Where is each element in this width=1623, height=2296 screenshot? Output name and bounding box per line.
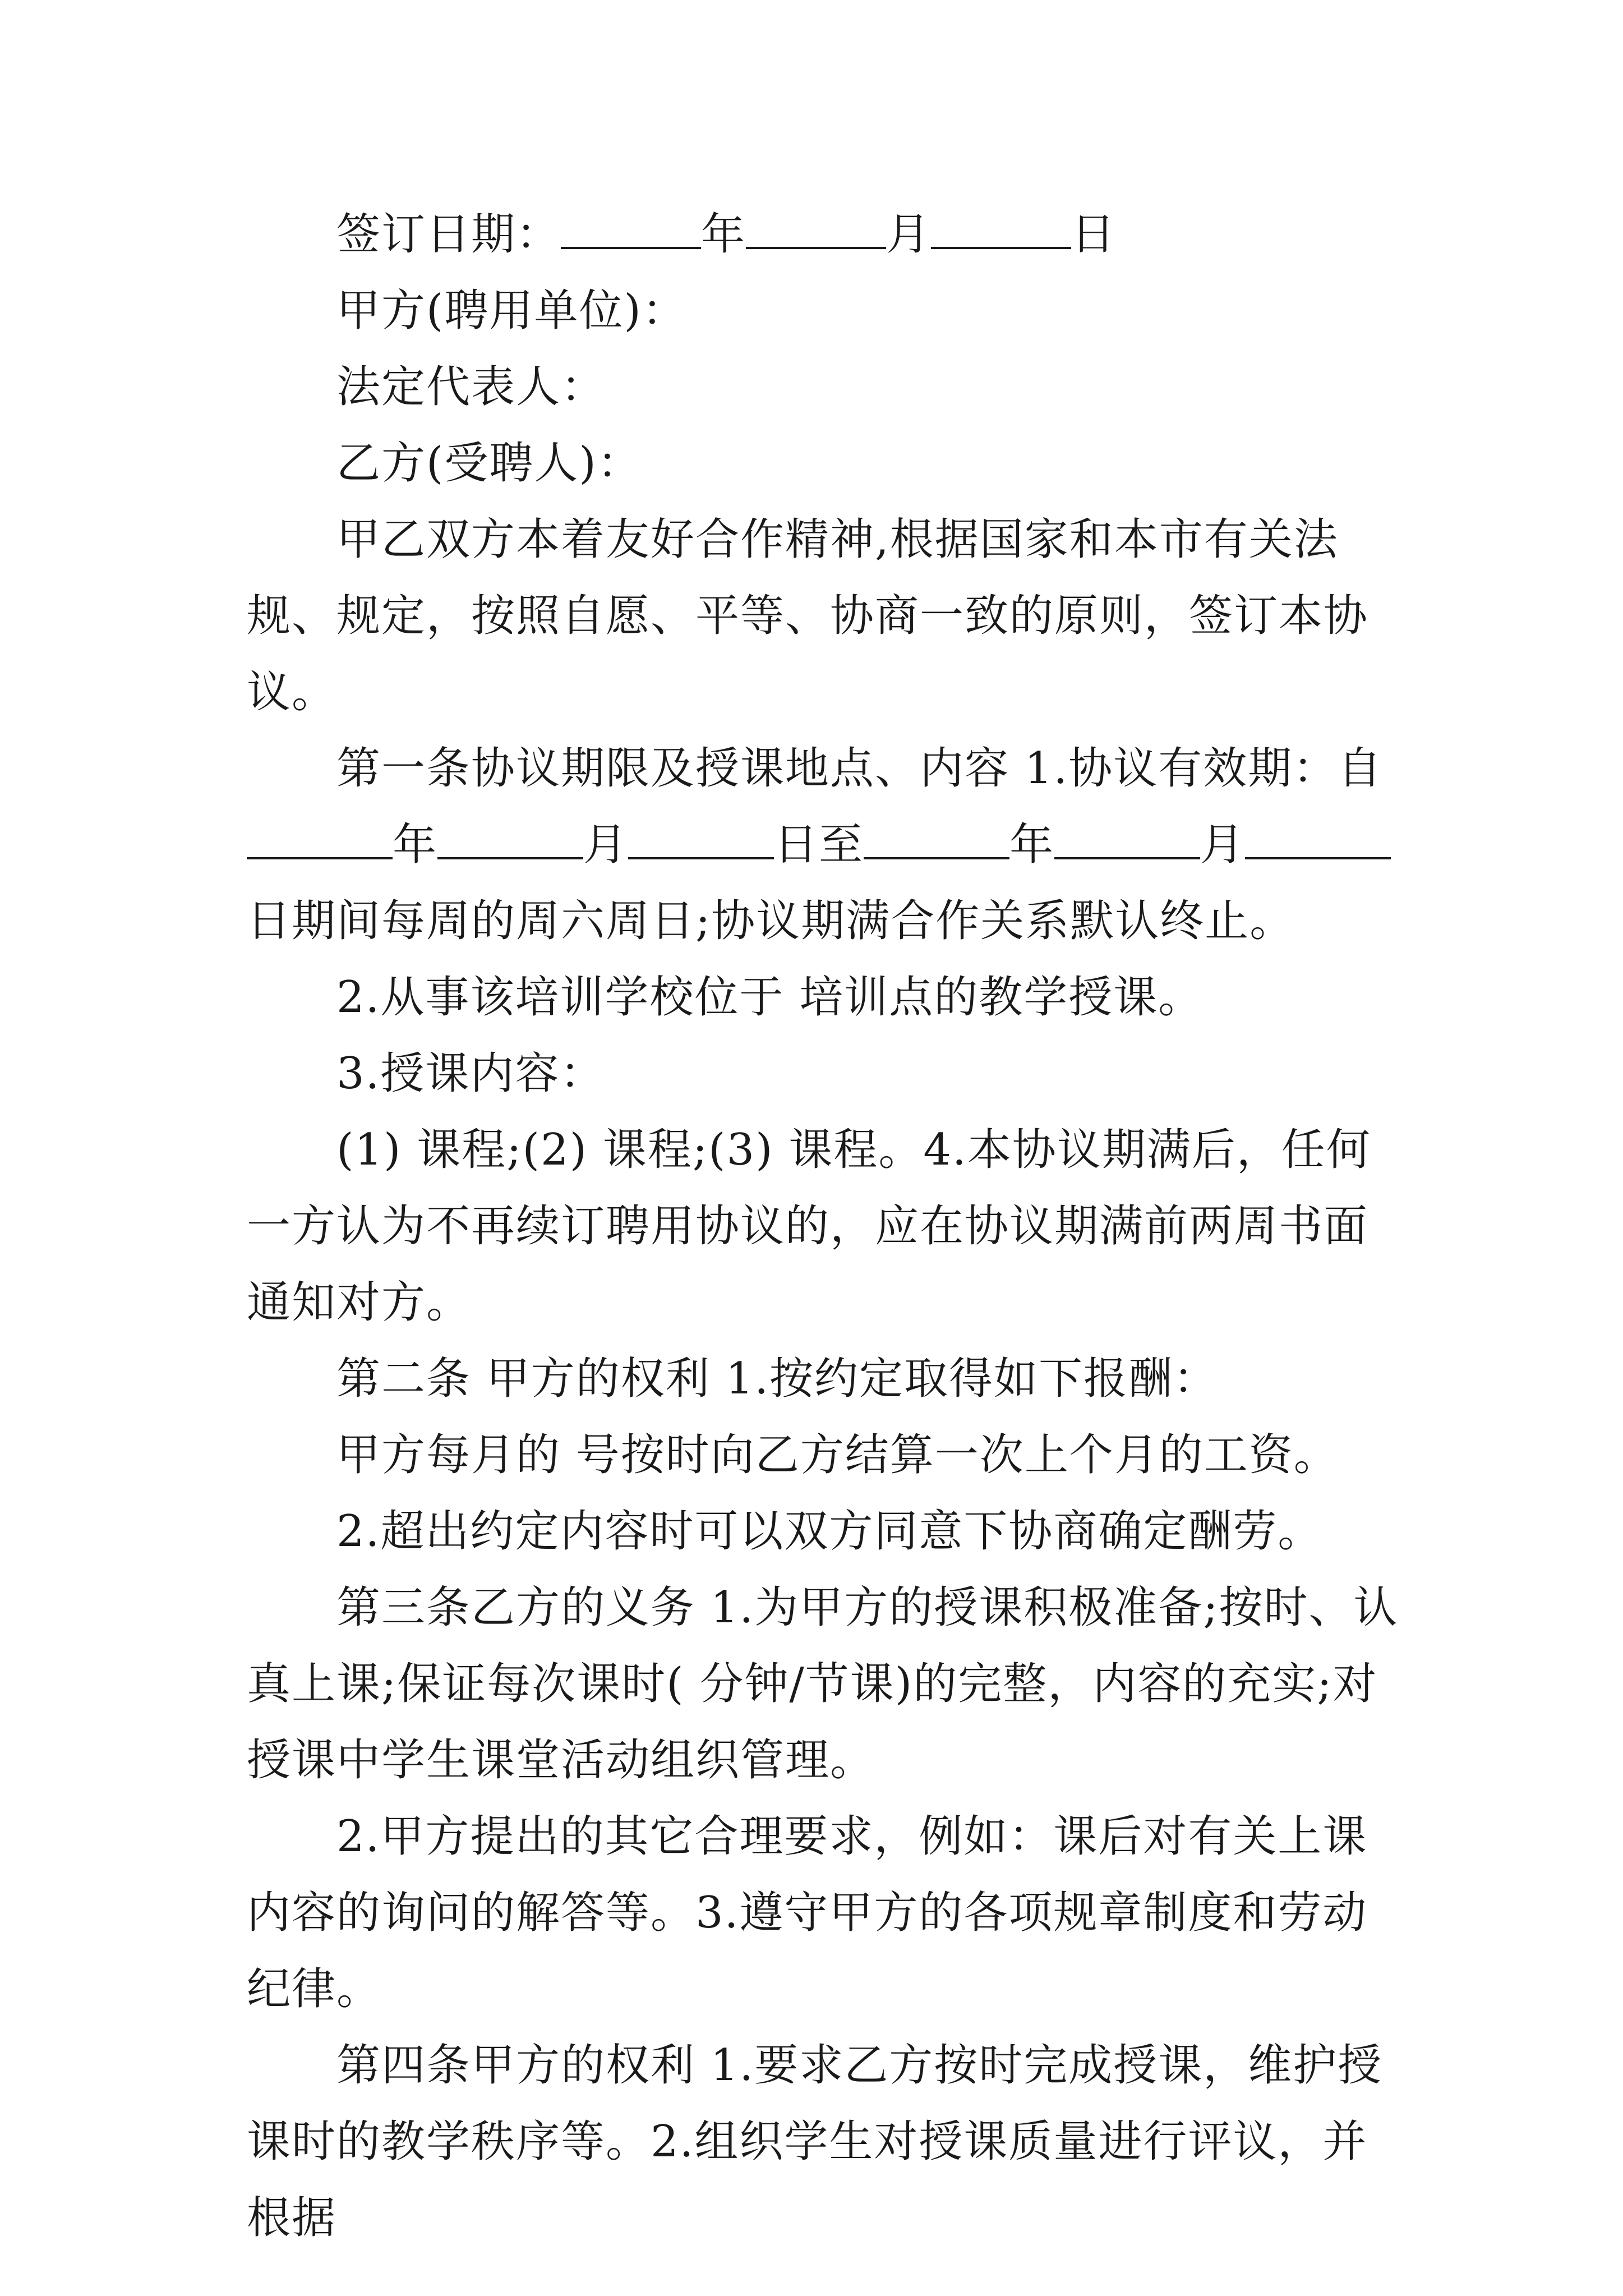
article-1-paragraph <box>247 730 1402 959</box>
article-3-item-2: 2.甲方提出的其它合理要求，例如：课后对有关上课内容的询问的解答等。3.遵守甲方的各项规章制度和劳动纪律。 <box>247 1811 1368 2014</box>
signing-day-label: 日 <box>1071 209 1117 260</box>
article-2-item-2: 2.超出约定内容时可以双方同意下协商确定酬劳。 <box>336 1506 1323 1557</box>
start-year-blank <box>247 818 393 859</box>
article-1-item-3: 3.授课内容： <box>336 1048 605 1099</box>
article-1-item-2: 2.从事该培训学校位于 培训点的教学授课。 <box>336 972 1204 1023</box>
end-year-blank <box>864 818 1009 859</box>
preamble-paragraph: 甲乙双方本着友好合作精神,根据国家和本市有关法规、规定，按照自愿、平等、协商一致的原则，签订本协议。 <box>247 514 1369 717</box>
signing-date-line <box>247 196 1402 273</box>
signing-day-blank <box>931 208 1071 249</box>
document-body <box>247 196 1402 2256</box>
legal-rep-line: 法定代表人： <box>336 362 606 412</box>
end-month-blank <box>1054 818 1200 859</box>
article-4-paragraph: 第四条甲方的权利 1.要求乙方按时完成授课，维护授课时的教学秩序等。2.组织学生对授课质量进行评议，并根据 <box>247 2040 1383 2243</box>
article-1-date-range <box>247 820 1245 870</box>
start-year-label: 年 <box>393 820 438 870</box>
party-b-line: 乙方(受聘人)： <box>336 438 642 489</box>
start-month-blank <box>437 818 583 859</box>
party-a-line: 甲方(聘用单位)： <box>336 286 687 336</box>
end-year-label: 年 <box>1009 820 1055 870</box>
signing-year-label: 年 <box>701 209 746 260</box>
article-1-item-3-detail: (1) 课程;(2) 课程;(3) 课程。4.本协议期满后，任何一方认为不再续订聘用协议的，应在协议期满前两周书面通知对方。 <box>247 1125 1371 1328</box>
start-day-blank <box>628 818 774 859</box>
article-2-pay: 甲方每月的 号按时向乙方结算一次上个月的工资。 <box>336 1430 1339 1480</box>
end-month-label: 月 <box>1200 820 1246 870</box>
signing-month-blank <box>746 208 886 249</box>
start-day-label: 日至 <box>774 820 864 870</box>
article-1-title: 第一条协议期限及授课地点、内容 1.协议有效期：自 <box>336 743 1383 794</box>
signing-date-label: 签订日期： <box>336 209 561 260</box>
signing-year-blank <box>561 208 701 249</box>
signing-month-label: 月 <box>886 209 932 260</box>
end-day-blank <box>1245 818 1391 859</box>
start-month-label: 月 <box>583 820 629 870</box>
article-2-title: 第二条 甲方的权利 1.按约定取得如下报酬： <box>336 1354 1219 1404</box>
article-1-tail: 日期间每周的周六周日;协议期满合作关系默认终止。 <box>247 896 1295 946</box>
article-3-paragraph: 第三条乙方的义务 1.为甲方的授课积极准备;按时、认真上课;保证每次课时( 分钟/节课)的完整，内容的充实;对授课中学生课堂活动组织管理。 <box>247 1582 1399 1786</box>
